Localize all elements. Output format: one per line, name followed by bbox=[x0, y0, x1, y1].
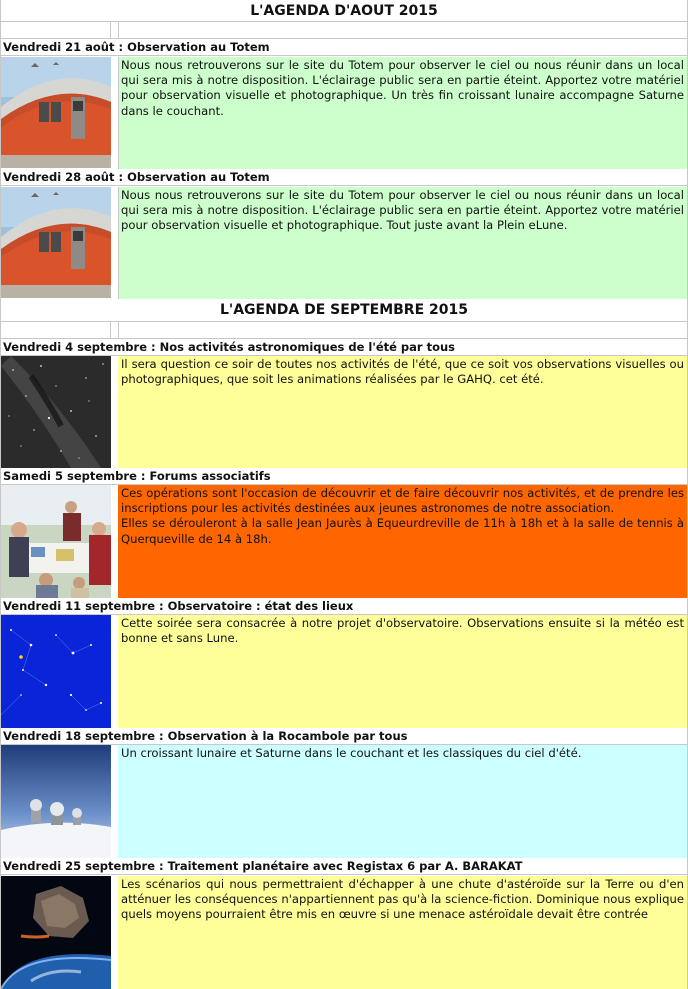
grid-line bbox=[118, 187, 119, 299]
event-paragraph: Un croissant lunaire et Saturne dans le couchant et les classiques du ciel d'été. bbox=[121, 746, 582, 760]
event-heading: Vendredi 11 septembre : Observatoire : état des lieux bbox=[0, 598, 688, 615]
september-title bbox=[0, 299, 688, 322]
event-description bbox=[118, 356, 687, 468]
totem-building-photo bbox=[1, 57, 111, 168]
event-image-totem bbox=[1, 187, 111, 298]
event-image-totem bbox=[1, 57, 111, 168]
event-heading: Vendredi 18 septembre : Observation à la Rocambole par tous bbox=[0, 728, 688, 745]
event-paragraph: Cette soirée sera consacrée à notre projet d'observatoire. Observations ensuite si la météo est bonne et sans Lune. bbox=[121, 616, 684, 646]
totem-building-photo bbox=[1, 187, 111, 298]
event-paragraph: Elles se dérouleront à la salle Jean Jaurès à Equeurdreville de 11h à 18h et à la salle de tennis à Querqueville de 14 à 18h. bbox=[121, 516, 684, 546]
observatory-domes-photo bbox=[1, 745, 111, 858]
event-description bbox=[118, 57, 687, 169]
grid-line bbox=[118, 57, 119, 169]
event-heading: Vendredi 28 août : Observation au Totem bbox=[0, 169, 688, 186]
event-description bbox=[118, 745, 687, 858]
event-paragraph: Nous nous retrouverons sur le site du Totem pour observer le ciel ou nous réunir dans un local qui sera mis à notre disposition. L'éclairage public sera en partie éteint. Apportez votre matériel pour observation visuelle et photographique. Tout juste avant la Plein eLune. bbox=[121, 188, 684, 233]
event-paragraph: Ces opérations sont l'occasion de découvrir et de faire découvrir nos activités, et de prendre les inscriptions pour les activités destinées aux jeunes astronomes de notre association. bbox=[121, 486, 684, 516]
event-paragraph: Les scénarios qui nous permettraient d'échapper à une chute d'astéroïde sur la Terre ou d'en atténuer les conséquences n'appartiennent pas qu'à la science-fiction. Dominique nous explique quels moyens pourraient être mis en œuvre si une menace astéroïdale devait être contrée bbox=[121, 877, 684, 922]
event-image-observatory bbox=[1, 745, 111, 858]
event-heading: Vendredi 4 septembre : Nos activités astronomiques de l'été par tous bbox=[0, 339, 688, 356]
spacer-row bbox=[0, 322, 688, 339]
grid-line bbox=[0, 0, 1, 989]
event-image-asteroid bbox=[1, 876, 111, 989]
event-image-forum bbox=[1, 485, 111, 598]
event-image-starchart bbox=[1, 615, 111, 728]
spacer-row bbox=[0, 22, 688, 39]
event-description bbox=[118, 615, 687, 728]
forum-people-photo bbox=[1, 485, 111, 598]
event-heading: Vendredi 21 août : Observation au Totem bbox=[0, 39, 688, 56]
starfield-photo bbox=[1, 356, 111, 468]
event-paragraph: Nous nous retrouverons sur le site du Totem pour observer le ciel ou nous réunir dans un local qui sera mis à notre disposition. L'éclairage public sera en partie éteint. Apportez votre matériel pour observation visuelle et photographique. Un très fin croissant lunaire accompagne Saturne dans le couchant. bbox=[121, 58, 684, 118]
event-heading: Samedi 5 septembre : Forums associatifs bbox=[0, 468, 688, 485]
august-title-text: L'AGENDA D'AOUT 2015 bbox=[250, 3, 438, 19]
event-description bbox=[118, 187, 687, 299]
asteroid-earth-illustration bbox=[1, 876, 111, 989]
event-image-starfield bbox=[1, 356, 111, 468]
event-paragraph: Il sera question ce soir de toutes nos activités de l'été, que ce soit vos observations visuelles ou photographiques, que soit les animations réalisées par le GAHQ. cet été. bbox=[121, 357, 684, 387]
event-description bbox=[118, 876, 687, 989]
event-description bbox=[118, 485, 687, 598]
event-heading: Vendredi 25 septembre : Traitement planétaire avec Registax 6 par A. BARAKAT bbox=[0, 858, 688, 875]
september-title-text: L'AGENDA DE SEPTEMBRE 2015 bbox=[219, 302, 468, 318]
star-chart bbox=[1, 615, 111, 728]
august-title bbox=[0, 0, 688, 22]
